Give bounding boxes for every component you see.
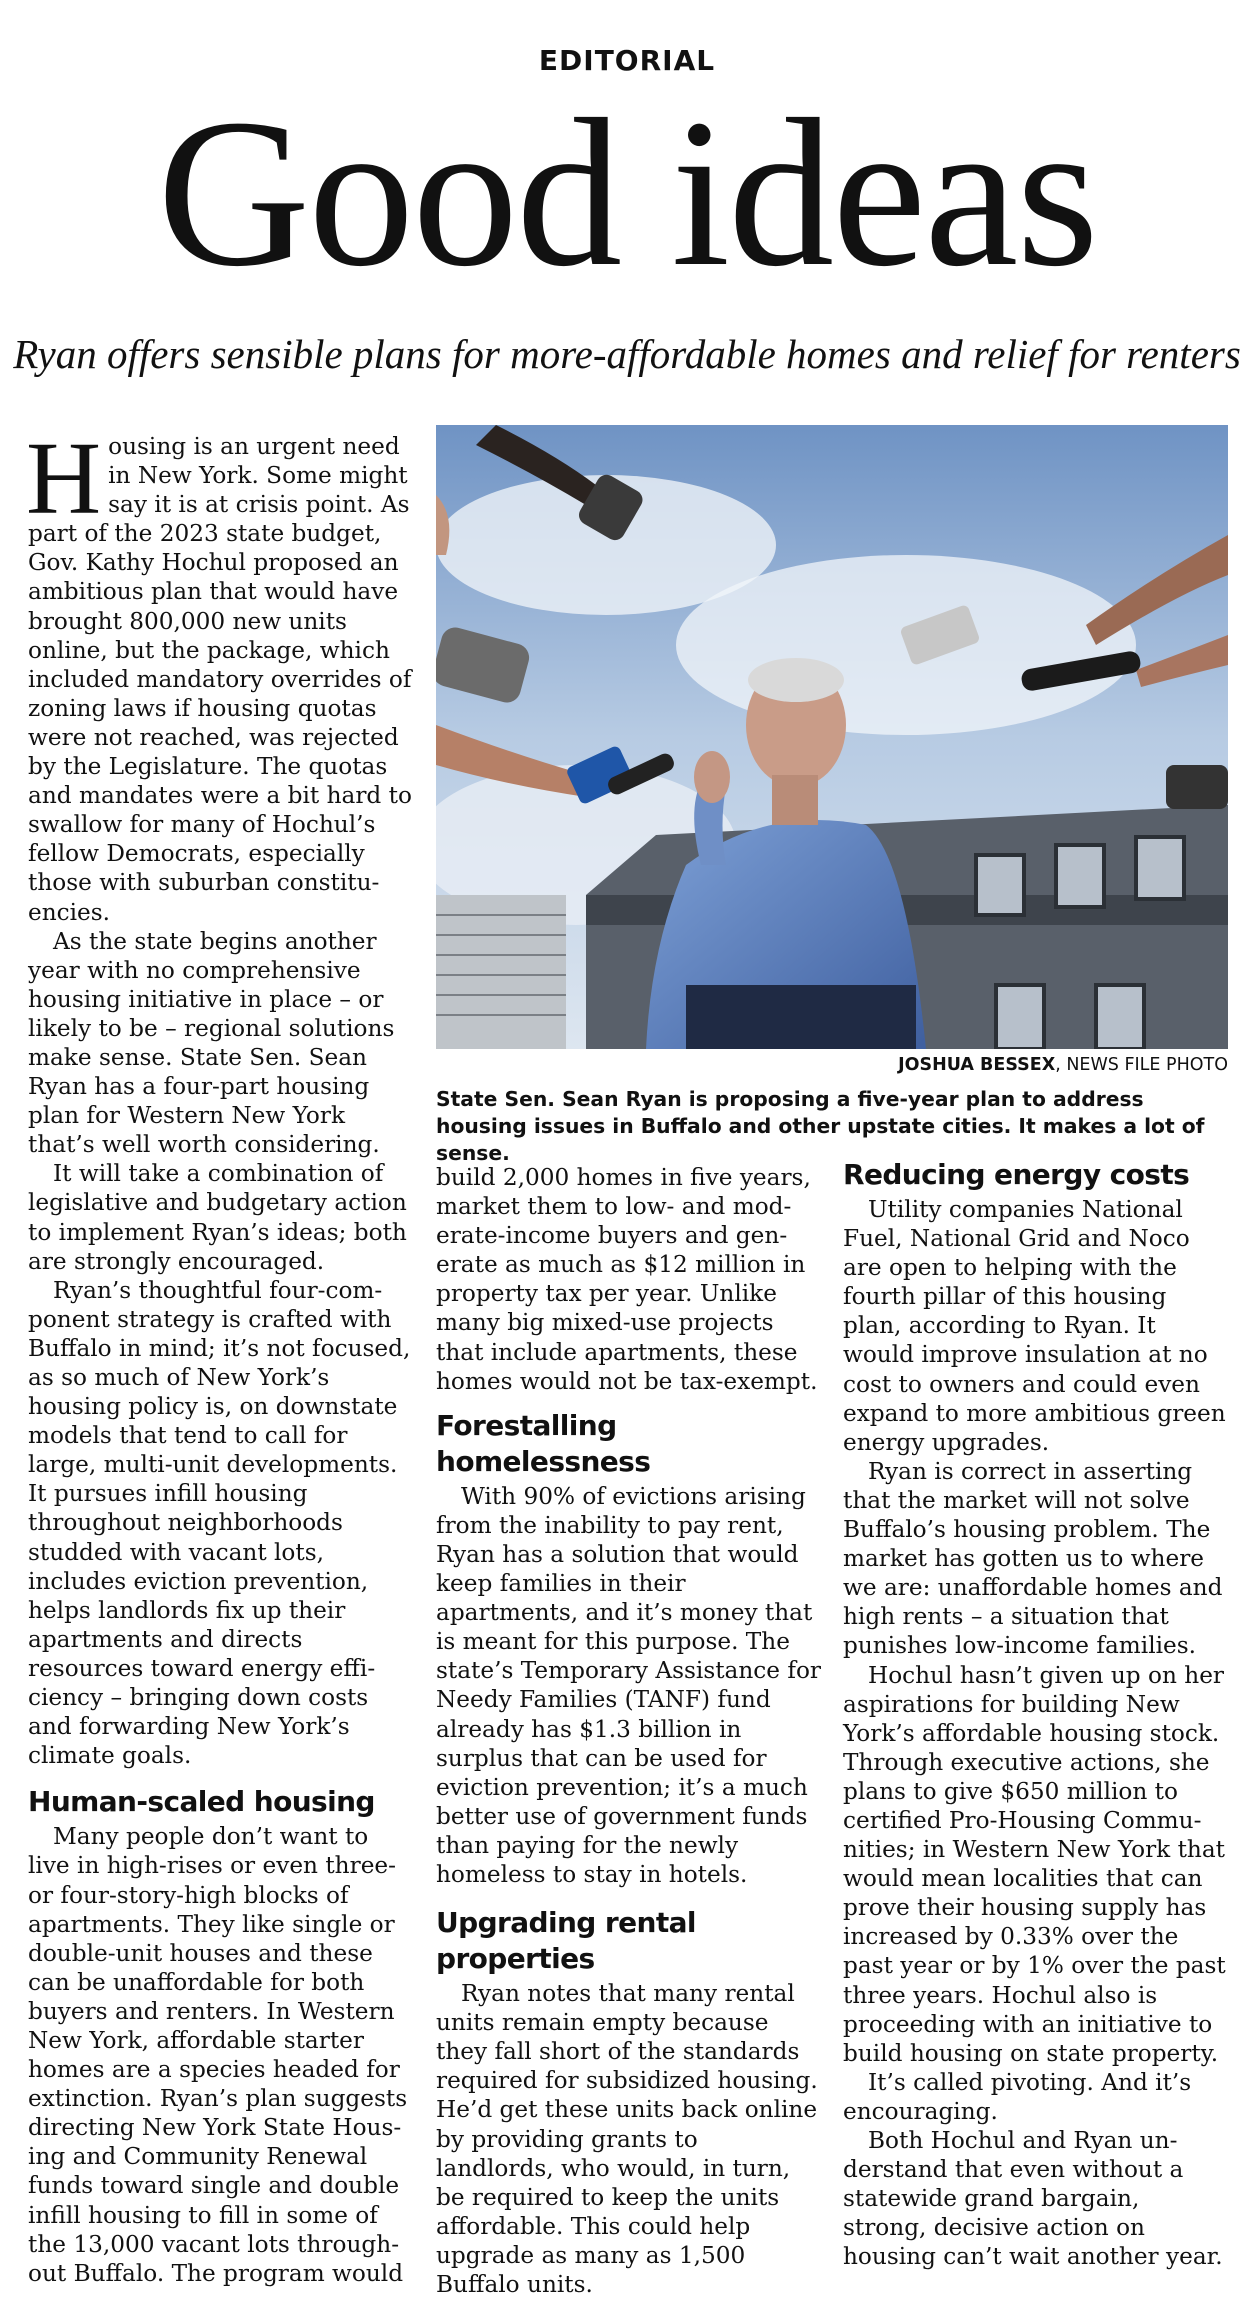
- paragraph: Ryan is correct in asserting that the market will not solve Buffalo’s housing problem. The market has gotten us to where we are: unaffordable homes and high rents – a situation that punishes low-income families.: [843, 1457, 1223, 1660]
- section-kicker: EDITORIAL: [538, 44, 716, 77]
- headline: Good ideas: [157, 75, 1097, 310]
- subhead-human-scaled-housing: Human-scaled housing: [28, 1785, 375, 1819]
- paragraph: Both Hochul and Ryan understand that even without a statewide grand bargain, strong, decisive action on housing can’t wait another year.: [843, 2127, 1223, 2271]
- deck-subheadline: Ryan offers sensible plans for more-affordable homes and relief for renters: [13, 331, 1241, 377]
- column-1: [26, 421, 413, 2288]
- paragraph: Housing is an urgent need in New York. Some might say it is at crisis point. As part of the 2023 state budget, Gov. Kathy Hochul proposed an ambitious plan that would have brought 800,000 new units online, but the package, which included mandatory overrides of zoning laws if housing quotas were not reached, was rejected by the Legislature. The quotas and mandates were a bit hard to swallow for many of Hochul’s fellow Democrats, especially those with suburban constituencies.: [26, 421, 412, 926]
- drop-cap: H: [26, 421, 102, 536]
- subhead-forestalling-homelessness: Forestalling homelessness: [436, 1408, 651, 1478]
- paragraph: Many people don’t want to live in high-rises or even three- or four-story-high blocks of apartments. They like single or double-unit houses and these can be unaffordable for both buyers and renters. In Western New York, affordable starter homes are a species headed for extinction. Ryan’s plan suggests directing New York State Housing and Community Renewal funds toward single and double infill housing to fill in some of the 13,000 vacant lots throughout Buffalo. The program would: [28, 1823, 408, 2287]
- paragraph: With 90% of evictions arising from the inability to pay rent, Ryan has a solution that would keep families in their apartments, and it’s money that is meant for this purpose. The state’s Temporary Assistance for Needy Families (TANF) fund already has $1.3 billion in surplus that can be used for eviction prevention; it’s a much better use of government funds than paying for the newly homeless to stay in hotels.: [436, 1482, 822, 1888]
- paragraph: It’s called pivoting. And it’s encouraging.: [843, 2068, 1192, 2125]
- subhead-reducing-energy-costs: Reducing energy costs: [843, 1158, 1190, 1191]
- paragraph: Ryan’s thoughtful four-component strategy is crafted with Buffalo in mind; it’s not focused, as so much of New York’s housing policy is, on downstate models that tend to call for large, multi-unit developments. It pursues infill housing throughout neighborhoods studded with vacant lots, includes eviction prevention, helps landlords fix up their apartments and directs resources toward energy efficiency – bringing down costs and forwarding New York’s climate goals.: [28, 1276, 411, 1770]
- paragraph: As the state begins another year with no comprehensive housing initiative in place – or likely to be – regional solutions make sense. State Sen. Sean Ryan has a four-part housing plan for Western New York that’s well worth considering.: [28, 927, 395, 1159]
- paragraph: Ryan notes that many rental units remain empty because they fall short of the standards required for subsidized housing. He’d get these units back online by providing grants to landlords, who would, in turn, be required to keep the units affordable. This could help upgrade as many as 1,500 Buffalo units.: [436, 1980, 818, 2298]
- photo-credit: JOSHUA BESSEX, NEWS FILE PHOTO: [898, 1055, 1228, 1075]
- paragraph: build 2,000 homes in five years, market them to low- and moderate-income buyers and generate as much as $12 million in property tax per year. Unlike many big mixed-use projects that include apartments, these homes would not be tax-exempt.: [436, 1164, 818, 1395]
- subhead-upgrading-rental-properties: Upgrading rental properties: [436, 1906, 696, 1976]
- column-2: [436, 1163, 821, 2299]
- paragraph: It will take a combination of legislative and budgetary action to implement Ryan’s ideas; both are strongly encouraged.: [28, 1160, 407, 1275]
- news-photo: [436, 425, 1228, 1049]
- photo-caption: State Sen. Sean Ryan is proposing a five-year plan to address housing issues in Buffalo and other upstate cities. It makes a lot of sense.: [436, 1087, 1205, 1165]
- paragraph: Hochul hasn’t given up on her aspirations for building New York’s affordable housing stock. Through executive actions, she plans to give $650 million to certified Pro-Housing Communities; in Western New York that would mean localities that can prove their housing supply has increased by 0.33% over the past year or by 1% over the past three years. Hochul also is proceeding with an initiative to build housing on state property.: [843, 1661, 1226, 2067]
- paragraph: Utility companies National Fuel, National Grid and Noco are open to helping with the fourth pillar of this housing plan, according to Ryan. It would improve insulation at no cost to owners and could even expand to more ambitious green energy upgrades.: [843, 1196, 1226, 1456]
- column-3: [843, 1158, 1228, 2271]
